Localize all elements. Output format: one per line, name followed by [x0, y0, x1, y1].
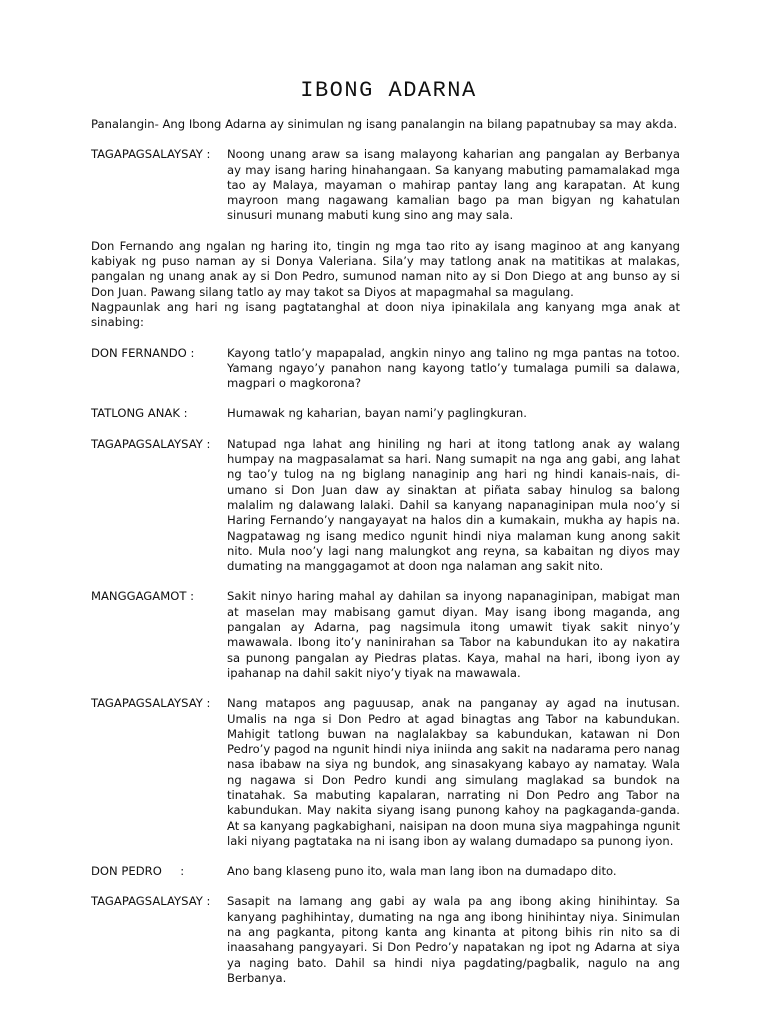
dialogue-text: Kayong tatlo’y mapapalad, angkin ninyo ang talino ng mga pantas na totoo. Yamang ngayo’y panahon nang kayong tatlo’y tumalaga pumili sa dalawa, magpari o magkorona?: [227, 345, 680, 391]
intro-paragraph: Panalangin- Ang Ibong Adarna ay sinimulan ng isang panalangin na bilang papatnubay sa may akda.: [91, 117, 678, 131]
speaker-label: TAGAPAGSALAYSAY :: [91, 894, 211, 909]
speaker-label: TAGAPAGSALAYSAY :: [91, 436, 211, 451]
dialogue-entry: [91, 894, 680, 986]
narration-paragraph-2: Nagpaunlak ang hari ng isang pagtatanghal at doon niya ipinakilala ang kanyang mga anak at sinabing:: [91, 299, 680, 330]
dialogue-text: Nang matapos ang paguusap, anak na panganay ay agad na inutusan. Umalis na nga si Don Pedro at agad binagtas ang Tabor na kabundukan. Mahigit tatlong buwan na naglalakbay sa kabundukan, katawan ni Don Pedro’y pagod na ngunit hindi niya iniinda ang sakit na nadarama pero nanag nasa ibabaw na siya ng bundok, ang sinasakyang kabayo ay namatay. Wala ng nagawa si Don Pedro kundi ang simulang maglakad sa bundok na tinatahak. Sa mabuting kapalaran, narrating ni Don Pedro ang Tabor na kabundukan. May nakita siyang isang punong kahoy na pagkaganda-ganda. At sa kanyang pagkabighani, naisipan na doon muna siya magpahinga ngunit laki niyang pagtataka na ni isang ibon ay walang dumadapo sa punong iyon.: [227, 696, 680, 848]
dialogue-text: Sasapit na lamang ang gabi ay wala pa ang ibong aking hinihintay. Sa kanyang paghihintay, dumating na nga ang ibong hinihintay niya. Sinimulan na ang pagkanta, pitong kanta ang kinanta at pitong bihis rin nito sa di inaasahang pangyayari. Si Don Pedro’y napatakan ng ipot ng Adarna at siya ya naging bato. Dahil sa hindi niya pagdating/pagbalik, nagulo na ang Berbanya.: [227, 894, 680, 985]
dialogue-block-1: [91, 147, 680, 223]
dialogue-text: Sakit ninyo haring mahal ay dahilan sa inyong napanaginipan, mabigat man at maselan may mabisang gamut diyan. May isang ibong maganda, ang pangalan ay Adarna, pag nagsimula itong umawit tiyak sakit ninyo’y mawawala. Ibong ito’y naninirahan sa Tabor na kabundukan ito ay nakatira sa punong pangalan ay Piedras platas. Kaya, mahal na hari, ibong iyon ay ipahanap na dahil sakit niyo’y tiyak na mawawala.: [227, 589, 680, 680]
speaker-label: DON PEDRO :: [91, 864, 185, 879]
speaker-label: DON FERNANDO :: [91, 345, 195, 360]
dialogue-entry: [91, 437, 680, 575]
dialogue-text: Humawak ng kaharian, bayan nami’y paglingkuran.: [227, 406, 527, 421]
dialogue-entry: [91, 346, 680, 392]
dialogue-text: Noong unang araw sa isang malayong kaharian ang pangalan ay Berbanya ay may isang haring hinahangaan. Sa kanyang mabuting pamamalakad mga tao ay Malaya, mayaman o mahirap pantay lang ang karapatan. At kung mayroon mang nagawang kamalian bago pa man bigyan ng kahatulan sinusuri munang mabuti kung sino ang may sala.: [227, 147, 680, 223]
dialogue-entry: [91, 406, 680, 421]
speaker-label: TATLONG ANAK :: [91, 406, 188, 421]
narration-paragraph-1: Don Fernando ang ngalan ng haring ito, tingin ng mga tao rito ay isang maginoo at ang kanyang kabiyak ng puso naman ay si Donya Valeriana. Sila’y may tatlong anak na matitikas at malakas, pangalan ng unang anak ay si Don Pedro, sumunod naman nito ay si Don Diego at ang bunso ay si Don Juan. Pawang silang tatlo ay may takot sa Diyos at mapagmahal sa magulang.: [91, 238, 680, 299]
dialogue-entry: [91, 147, 680, 223]
dialogue-text: Ano bang klaseng puno ito, wala man lang ibon na dumadapo dito.: [227, 864, 617, 879]
dialogue-entry: [91, 864, 680, 879]
speaker-label: TAGAPAGSALAYSAY :: [91, 147, 211, 162]
dialogue-entry: [91, 589, 680, 681]
dialogue-block-2: [91, 346, 680, 987]
speaker-label: MANGGAGAMOT :: [91, 589, 195, 604]
dialogue-entry: [91, 696, 680, 849]
speaker-label: TAGAPAGSALAYSAY :: [91, 696, 211, 711]
dialogue-text: Natupad nga lahat ang hiniling ng hari at itong tatlong anak ay walang humpay na magpasalamat sa hari. Nang sumapit na nga ang gabi, ang lahat ng tao’y tulog na ng biglang nanaginip ang hari ng hindi kanais-nais, di-umano si Don Juan daw ay sinaktan at piñata sabay hinulog sa balong malalim ng dalawang lalaki. Dahil sa kanyang napanaginipan mula noo’y si Haring Fernando’y nangayayat na halos din a kumakain, mukha ay hapis na. Nagpatawag ng isang medico ngunit hindi niya malaman kung anong sakit nito. Mula noo’y lagi nang malungkot ang reyna, sa kabaitan ng diyos may dumating na manggagamot at doon nga nalaman ang sakit nito.: [227, 436, 680, 574]
document-title: IBONG ADARNA: [300, 78, 477, 103]
